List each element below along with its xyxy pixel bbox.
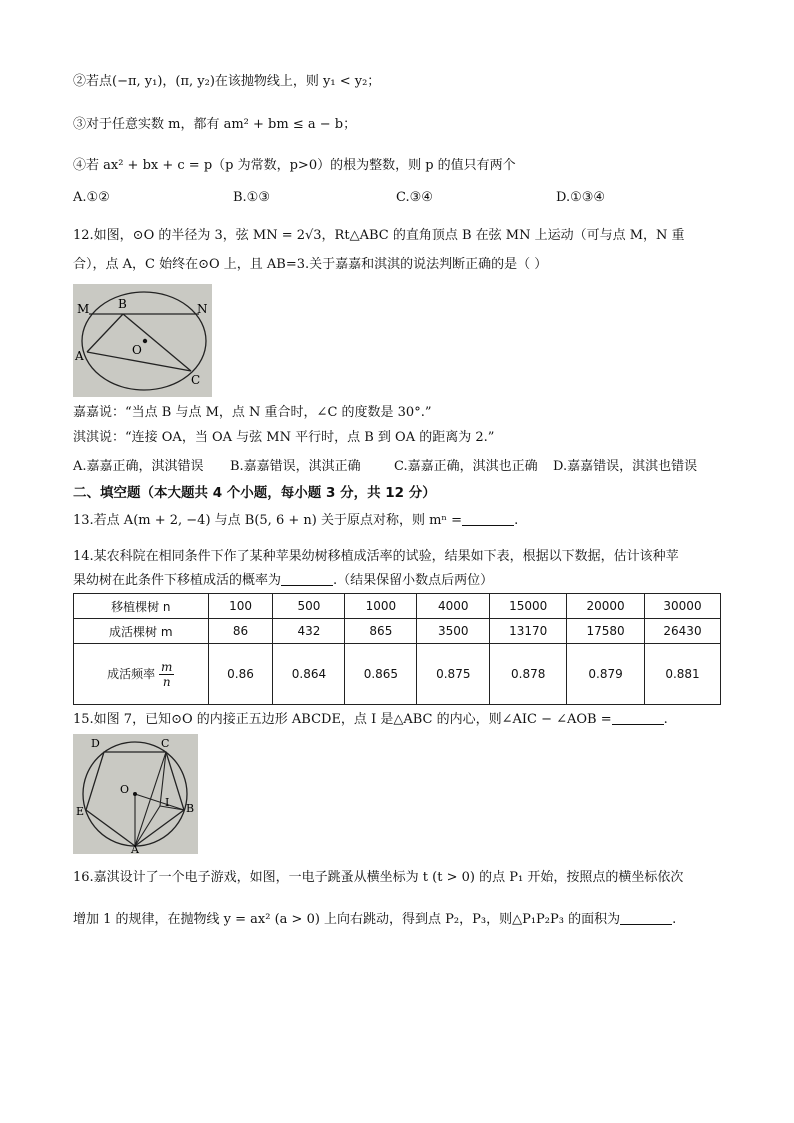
table-cell: 15000 [490, 594, 567, 619]
table-cell: 26430 [645, 619, 721, 644]
q15-text-before: 15.如图 7，已知⊙O 的内接正五边形 ABCDE，点 I 是△ABC 的内心，则∠AIC − ∠AOB = [73, 712, 612, 727]
q15-figure-drawing [73, 734, 198, 854]
q15-center-point [133, 792, 137, 796]
table-header-planted: 移植棵树 n [74, 594, 209, 619]
table-cell: 432 [273, 619, 345, 644]
rate-fraction-numerator: m [161, 659, 173, 674]
rate-header-text: 成活频率 [107, 666, 156, 681]
q12-text-line-2: 合），点 A，C 始终在⊙O 上，且 AB=3.关于嘉嘉和淇淇的说法判断正确的是（ ） [73, 257, 548, 272]
section-2-title: 二、填空题（本大题共 4 个小题，每小题 3 分，共 12 分） [73, 485, 436, 501]
q14-data-table [73, 593, 721, 705]
q15-label-a: A [131, 843, 139, 854]
q15-label-o: O [120, 783, 130, 796]
q12-jiajia-statement: 嘉嘉说：“当点 B 与点 M，点 N 重合时，∠C 的度数是 30°.” [73, 405, 432, 420]
q12-option-a: A.嘉嘉正确，淇淇错误 [73, 459, 204, 474]
q15-label-d: D [91, 737, 100, 750]
table-header-survived: 成活棵树 m [74, 619, 209, 644]
q12-segment-ab [87, 314, 123, 352]
q12-label-n: N [197, 302, 208, 316]
table-row-rate [74, 644, 721, 705]
q14-text-line-1: 14.某农科院在相同条件下作了某种苹果幼树移植成活率的试验，结果如下表，根据以下数据，估计该种苹 [73, 549, 679, 564]
table-cell: 20000 [567, 594, 645, 619]
table-cell: 13170 [490, 619, 567, 644]
q13-text-before: 13.若点 A(m + 2, −4) 与点 B(5, 6 + n) 关于原点对称，则 mⁿ = [73, 513, 463, 528]
q11-statement-4: ④若 ax² + bx + c = p（p 为常数，p>0）的根为整数，则 p 的值只有两个 [73, 158, 516, 173]
q12-label-o: O [132, 343, 142, 357]
q15-answer-blank [612, 712, 664, 725]
q16-text-line-2-before: 增加 1 的规律，在抛物线 y = ax² (a > 0) 上向右跳动，得到点 P₂，P₃，则△P₁P₂P₃ 的面积为 [73, 912, 621, 927]
q15-text [73, 711, 668, 729]
q15-label-c: C [161, 737, 170, 750]
q15-pentagon-figure [73, 734, 198, 854]
q12-label-c: C [191, 373, 201, 387]
q14-text-line-2 [73, 572, 493, 590]
q13-text [73, 512, 518, 530]
q15-label-i: I [165, 796, 170, 809]
table-cell: 0.878 [490, 644, 567, 705]
table-cell: 1000 [345, 594, 417, 619]
q15-label-e: E [76, 805, 85, 818]
q12-option-c: C.嘉嘉正确，淇淇也正确 [394, 459, 538, 474]
table-cell: 0.881 [645, 644, 721, 705]
table-header-rate [74, 644, 209, 705]
q16-answer-blank [620, 912, 672, 925]
q15-label-b: B [186, 802, 195, 815]
table-row-survived [74, 619, 721, 644]
q12-option-b: B.嘉嘉错误，淇淇正确 [230, 459, 361, 474]
q12-label-b: B [118, 297, 127, 311]
q12-label-a: A [75, 349, 84, 363]
q12-circle-figure [73, 284, 212, 397]
table-row-planted [74, 594, 721, 619]
rate-fraction-denominator: n [162, 674, 171, 689]
q14-text-line-2-before: 果幼树在此条件下移植成活的概率为 [73, 573, 282, 588]
rate-fraction [159, 660, 174, 689]
q14-text-line-2-after: .（结果保留小数点后两位） [333, 573, 494, 588]
q13-answer-blank [462, 513, 514, 526]
q11-option-d: D.①③④ [556, 190, 606, 205]
table-cell: 500 [273, 594, 345, 619]
table-cell: 0.86 [208, 644, 273, 705]
q14-answer-blank [281, 573, 333, 586]
q12-figure-drawing [73, 284, 212, 397]
table-cell: 17580 [567, 619, 645, 644]
q15-segment-ac [135, 752, 166, 846]
q13-text-after: . [514, 513, 519, 528]
table-cell: 86 [208, 619, 273, 644]
q12-option-d: D.嘉嘉错误，淇淇也错误 [553, 459, 698, 474]
q16-text-line-2-after: . [672, 912, 677, 927]
q12-center-point [143, 339, 147, 343]
q16-text-line-2 [73, 911, 676, 929]
table-cell: 0.875 [417, 644, 490, 705]
q11-option-c: C.③④ [396, 190, 433, 205]
table-cell: 0.864 [273, 644, 345, 705]
q11-option-a: A.①② [73, 190, 110, 205]
q12-text-line-1: 12.如图，⊙O 的半径为 3，弦 MN = 2√3，Rt△ABC 的直角顶点 B 在弦 MN 上运动（可与点 M，N 重 [73, 228, 685, 243]
q11-statement-2: ②若点(−π, y₁)，(π, y₂)在该抛物线上，则 y₁ < y₂； [73, 74, 381, 89]
table-cell: 0.879 [567, 644, 645, 705]
q12-qiqi-statement: 淇淇说：“连接 OA，当 OA 与弦 MN 平行时，点 B 到 OA 的距离为 2.” [73, 430, 495, 445]
table-cell: 100 [208, 594, 273, 619]
table-cell: 3500 [417, 619, 490, 644]
table-cell: 0.865 [345, 644, 417, 705]
table-cell: 4000 [417, 594, 490, 619]
q15-segment-ai [135, 806, 160, 846]
q11-option-b: B.①③ [233, 190, 270, 205]
q15-text-after: . [663, 712, 668, 727]
table-cell: 865 [345, 619, 417, 644]
q16-text-line-1: 16.嘉淇设计了一个电子游戏，如图，一电子跳蚤从横坐标为 t (t > 0) 的点 P₁ 开始，按照点的横坐标依次 [73, 870, 684, 885]
table-cell: 30000 [645, 594, 721, 619]
q12-label-m: M [77, 302, 90, 316]
q11-statement-3: ③对于任意实数 m，都有 am² + bm ≤ a − b； [73, 117, 357, 132]
